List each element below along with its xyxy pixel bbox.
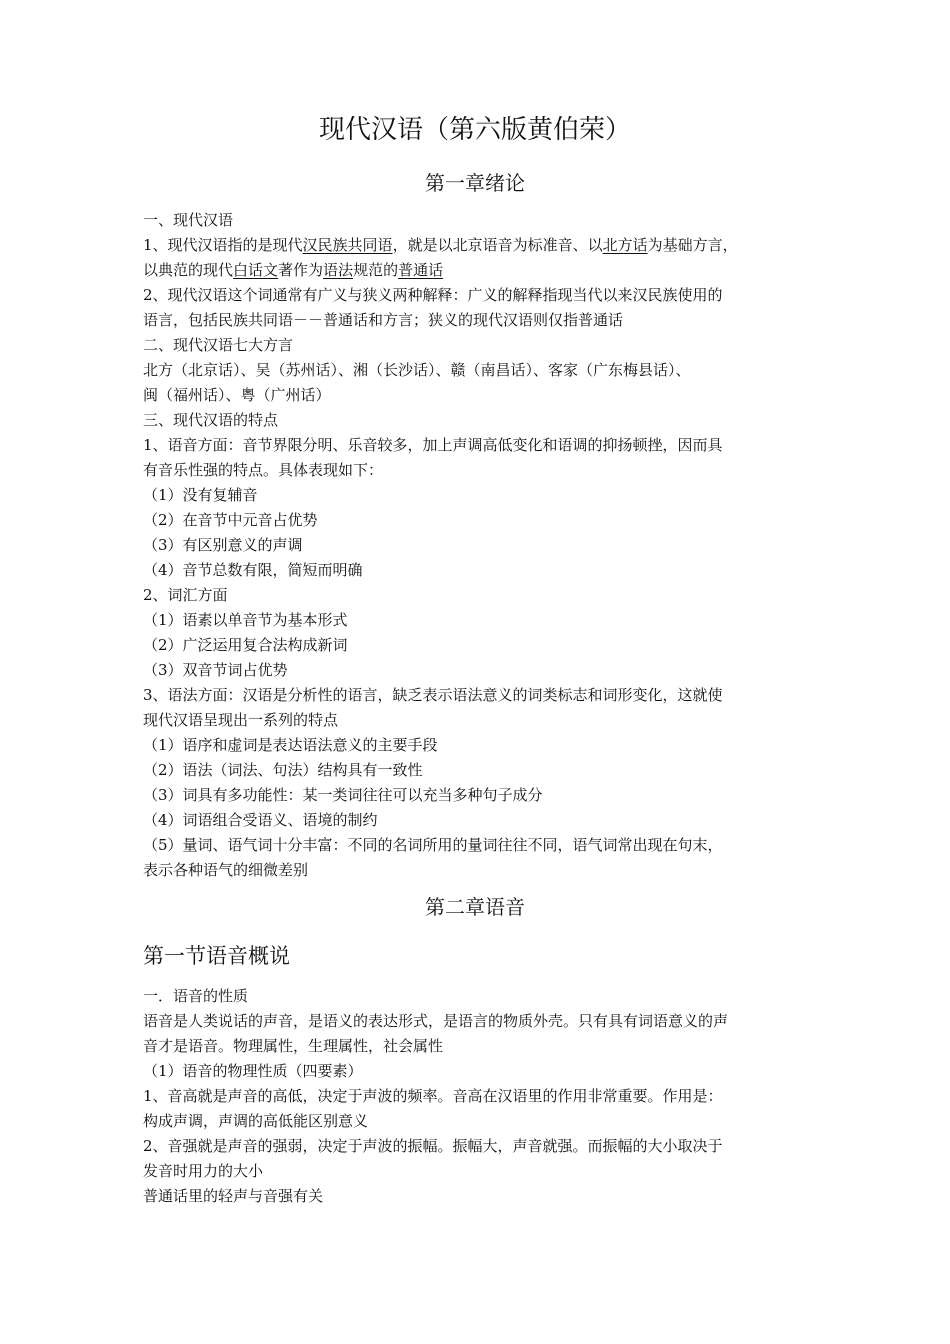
chapter1-body [143,208,813,883]
text-line: 三、现代汉语的特点 [143,411,279,429]
text-line: （3）有区别意义的声调 [143,536,303,554]
underlined-term: 汉民族共同语 [302,236,393,254]
text-line: 表示各种语气的细微差别 [143,861,309,879]
text-line: 2、现代汉语这个词通常有广义与狭义两种解释：广义的解释指现当代以来汉民族使用的 [143,286,723,304]
text-segment: 1、现代汉语指的是现代 [143,236,303,254]
document-title: 现代汉语（第六版黄伯荣） [318,115,631,145]
text-line: （2）广泛运用复合法构成新词 [143,636,348,654]
text-line: 音才是语音。物理属性，生理属性，社会属性 [143,1037,444,1055]
text-line: 语言，包括民族共同语－－普通话和方言；狭义的现代汉语则仅指普通话 [143,311,624,329]
text-line: 发音时用力的大小 [143,1162,264,1180]
text-line: 二、现代汉语七大方言 [143,336,294,354]
text-line [143,233,813,258]
text-line: 1、语音方面：音节界限分明、乐音较多，加上声调高低变化和语调的抑扬顿挫，因而具 [143,436,723,454]
text-line: 现代汉语呈现出一系列的特点 [143,711,339,729]
text-segment: 规范的 [353,261,399,279]
text-line: 普通话里的轻声与音强有关 [143,1187,324,1205]
text-line: （4）音节总数有限，简短而明确 [143,561,363,579]
text-line: （3）词具有多功能性：某一类词往往可以充当多种句子成分 [143,786,543,804]
underlined-term: 普通话 [398,261,444,279]
chapter2-heading: 第二章语音 [425,895,525,919]
text-line: （2）语法（词法、句法）结构具有一致性 [143,761,423,779]
text-line: 3、语法方面：汉语是分析性的语言，缺乏表示语法意义的词类标志和词形变化，这就使 [143,686,723,704]
text-line: （1）没有复辅音 [143,486,258,504]
text-line: （5）量词、语气词十分丰富：不同的名词所用的量词往往不同，语气词常出现在句末， [143,836,723,854]
text-line: （3）双音节词占优势 [143,661,288,679]
text-segment: 以典范的现代 [143,261,234,279]
text-segment: ，就是以北京语音为标准音、以 [392,236,603,254]
text-line: （1）语素以单音节为基本形式 [143,611,348,629]
text-line: 语音是人类说话的声音，是语义的表达形式，是语言的物质外壳。只有具有词语意义的声 [143,1012,729,1030]
text-line: 北方（北京话）、吴（苏州话）、湘（长沙话）、赣（南昌话）、客家（广东梅县话）、 [143,361,691,379]
text-segment: 著作为 [278,261,324,279]
section-heading: 第一节语音概说 [143,944,290,968]
text-line [143,258,813,283]
text-line: 一、现代汉语 [143,211,234,229]
text-line: 构成声调，声调的高低能区别意义 [143,1112,369,1130]
chapter1-heading: 第一章绪论 [425,171,525,195]
text-line: （1）语序和虚词是表达语法意义的主要手段 [143,736,438,754]
text-line: （2）在音节中元音占优势 [143,511,318,529]
text-line: 1、音高就是声音的高低，决定于声波的频率。音高在汉语里的作用非常重要。作用是： [143,1087,723,1105]
underlined-term: 北方话 [602,236,648,254]
text-line: 2、音强就是声音的强弱，决定于声波的振幅。振幅大，声音就强。而振幅的大小取决于 [143,1137,723,1155]
text-line: 有音乐性强的特点。具体表现如下： [143,461,384,479]
text-line: 一．语音的性质 [143,987,249,1005]
text-line: 闽（福州话）、粤（广州话） [143,386,331,404]
underlined-term: 语法 [323,261,354,279]
text-line: （4）词语组合受语义、语境的制约 [143,811,378,829]
chapter2-body [143,984,813,1209]
text-line: （1）语音的物理性质（四要素） [143,1062,363,1080]
text-segment: 为基础方言， [647,236,738,254]
underlined-term: 白话文 [233,261,279,279]
text-line: 2、词汇方面 [143,586,228,604]
